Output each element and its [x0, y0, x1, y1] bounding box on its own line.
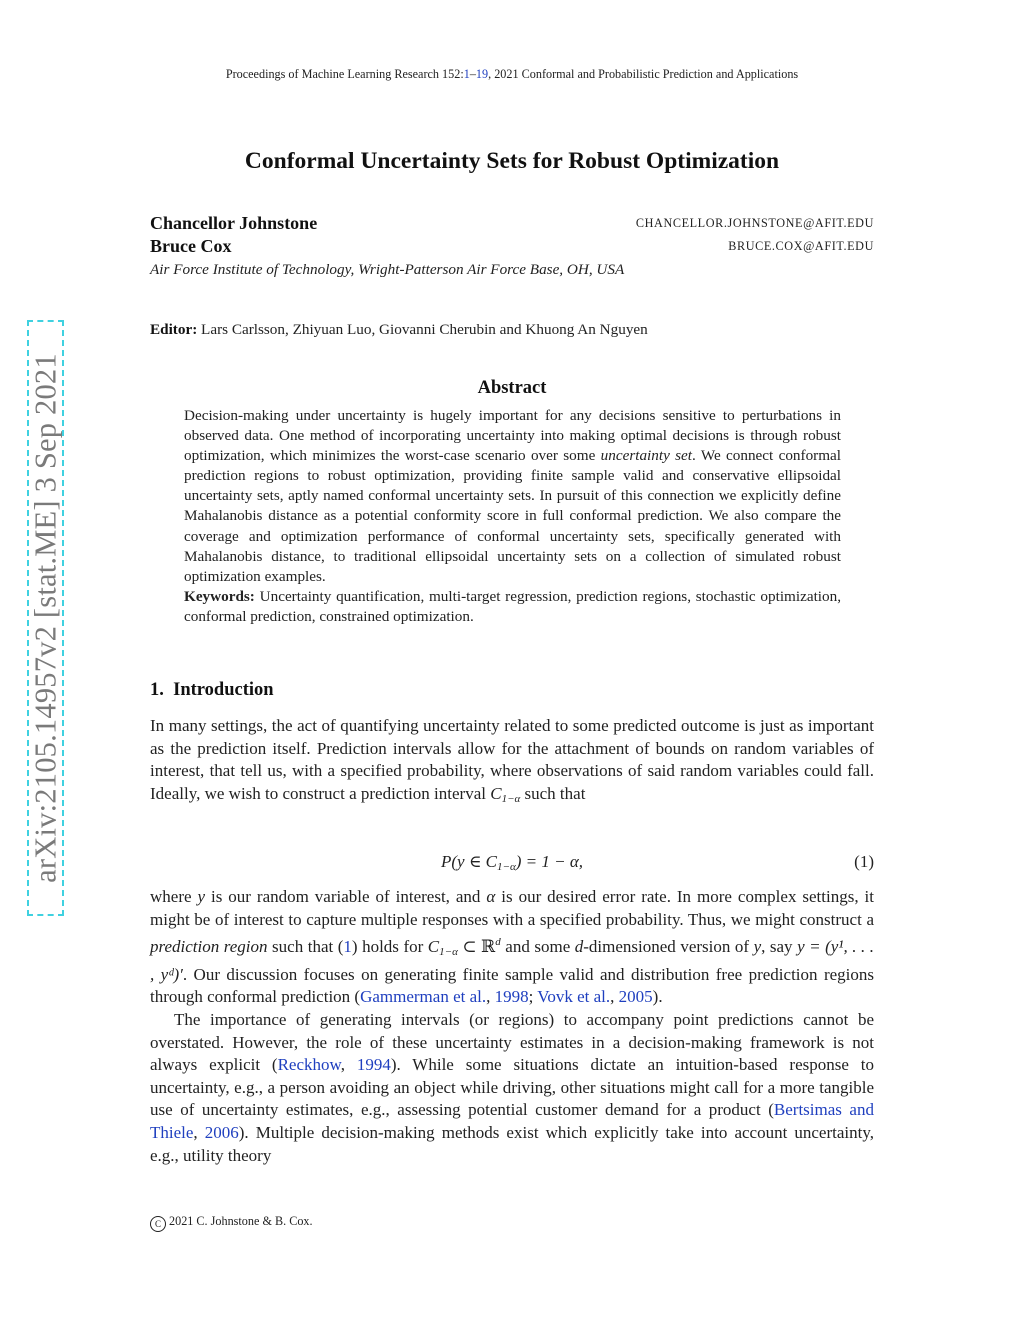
editor-line	[150, 321, 648, 339]
author-row	[150, 236, 874, 258]
equation-1: P(y ∈ $C_{1-\alpha}) = 1 - \alpha$, (1)	[441, 852, 874, 873]
intro-paragraph-1: In many settings, the act of quantifying uncertainty related to some predicted outcome is just as important as the prediction itself. Prediction intervals allow for the attachment of bounds on random variables of interest, that tell us, with a specified probability, where observations of said random variables could fall. Ideally, we wish to construct a prediction interval $C_{1-\alpha}$ such that	[150, 716, 874, 805]
author-email[interactable]: BRUCE.COX@AFIT.EDU	[728, 239, 874, 253]
equation-number: (1)	[854, 852, 874, 871]
citation-link[interactable]: Gammerman et al.	[360, 987, 487, 1007]
abstract-paragraph: Decision-making under uncertainty is hugely important for any decisions sensitive to perturbations in observed data. One method of incorporating uncertainty into making optimal decisions is through robust optimization, which minimizes the worst-case scenario over some uncertainty set. We connect conformal prediction regions to robust optimization, providing finite sample valid and conservative ellipsoidal uncertainty sets, aptly named conformal uncertainty sets. In pursuit of this connection we explicitly define Mahalanobis distance as a potential conformity score in full conformal prediction. We also compare the coverage and optimization performance of conformal uncertainty sets, specifically generated with Mahalanobis distance, to traditional ellipsoidal uncertainty sets on a collection of simulated robust optimization examples.	[184, 407, 841, 585]
citation-year-link[interactable]: 1994	[356, 1055, 391, 1075]
citation-link[interactable]: Vovk et al.	[537, 987, 611, 1007]
abstract-heading: Abstract	[477, 378, 547, 398]
running-head: Proceedings of Machine Learning Research 152:1–19, 2021 Conformal and Probabilistic Prediction and Applications	[225, 67, 799, 81]
citation-year-link[interactable]: 1998	[494, 987, 529, 1007]
editor-names: Lars Carlsson, Zhiyuan Luo, Giovanni Cherubin and Khuong An Nguyen	[197, 321, 648, 338]
keywords-label: Keywords:	[184, 587, 255, 605]
arxiv-stamp[interactable]: arXiv:2105.14957v2 [stat.ME] 3 Sep 2021	[28, 353, 63, 883]
author-email[interactable]: CHANCELLOR.JOHNSTONE@AFIT.EDU	[635, 216, 874, 230]
equation-ref-link[interactable]: 1	[343, 937, 352, 957]
affiliation: Air Force Institute of Technology, Wright-Patterson Air Force Base, OH, USA	[150, 261, 625, 278]
citation-link[interactable]: Bertsimas and Thiele	[150, 1100, 874, 1142]
paper-title: Conformal Uncertainty Sets for Robust Optimization	[244, 148, 780, 174]
intro-paragraph-3: The importance of generating intervals (or regions) to accompany point predictions cannot be overstated. However, the role of these uncertainty estimates in a decision-making framework is not always explicit (Reckhow, 1994). While some situations dictate an intuition-based response to uncertainty, e.g., a person avoiding an object while driving, other situations might call for a more tangible use of uncertainty estimates, e.g., assessing potential customer demand for a product (Bertsimas and Thiele, 2006). Multiple decision-making methods exist which explicitly take into account uncertainty, e.g., utility theory	[150, 1009, 874, 1165]
abstract-body	[184, 406, 841, 627]
citation-link[interactable]: Reckhow	[277, 1055, 341, 1075]
keywords-line	[184, 587, 841, 627]
author-name: Bruce Cox	[150, 236, 232, 256]
intro-paragraph-2: where y is our random variable of interest, and α is our desired error rate. In more complex settings, it might be of interest to capture multiple responses with a specified probability. Thus, we might construct a prediction region such that (1) holds for $C_{1-\alpha}$ ⊂ ℝ$^d$ and some d-dimensioned version of y, say y = (y¹, . . . , yᵈ)′. Our discussion focuses on generating finite sample valid and distribution free prediction regions through conformal prediction (Gammerman et al., 1998; Vovk et al., 2005). The importance of generating intervals (or regions) to accompany point predictions cannot be overstated. However, the role of these uncertainty estimates in a decision-making framework is not always explicit (Reckhow, 1994). While some situations dictate an intuition-based response to uncertainty, e.g., a person avoiding an object while driving, other situations might call for a more tangible use of uncertainty estimates, e.g., assessing potential customer demand for a product (Bertsimas and Thiele, 2006). Multiple decision-making methods exist which explicitly take into account uncertainty, e.g., utility theory	[150, 886, 874, 1167]
citation-year-link[interactable]: 2005	[618, 987, 653, 1007]
page-link-start[interactable]: 1	[463, 67, 470, 81]
copyright-footer: C 2021 C. Johnstone & B. Cox.	[150, 1214, 313, 1232]
author-name: Chancellor Johnstone	[150, 213, 318, 233]
citation-year-link[interactable]: 2006	[204, 1122, 239, 1142]
copyright-icon: C	[150, 1216, 166, 1232]
keywords-list: Uncertainty quantification, multi-target regression, prediction regions, stochastic optimization, conformal prediction, constrained optimization.	[184, 587, 841, 625]
editor-label: Editor:	[150, 321, 198, 338]
page-link-end[interactable]: 19	[475, 67, 489, 81]
author-row	[150, 213, 874, 235]
section-heading: 1. Introduction	[150, 680, 274, 700]
